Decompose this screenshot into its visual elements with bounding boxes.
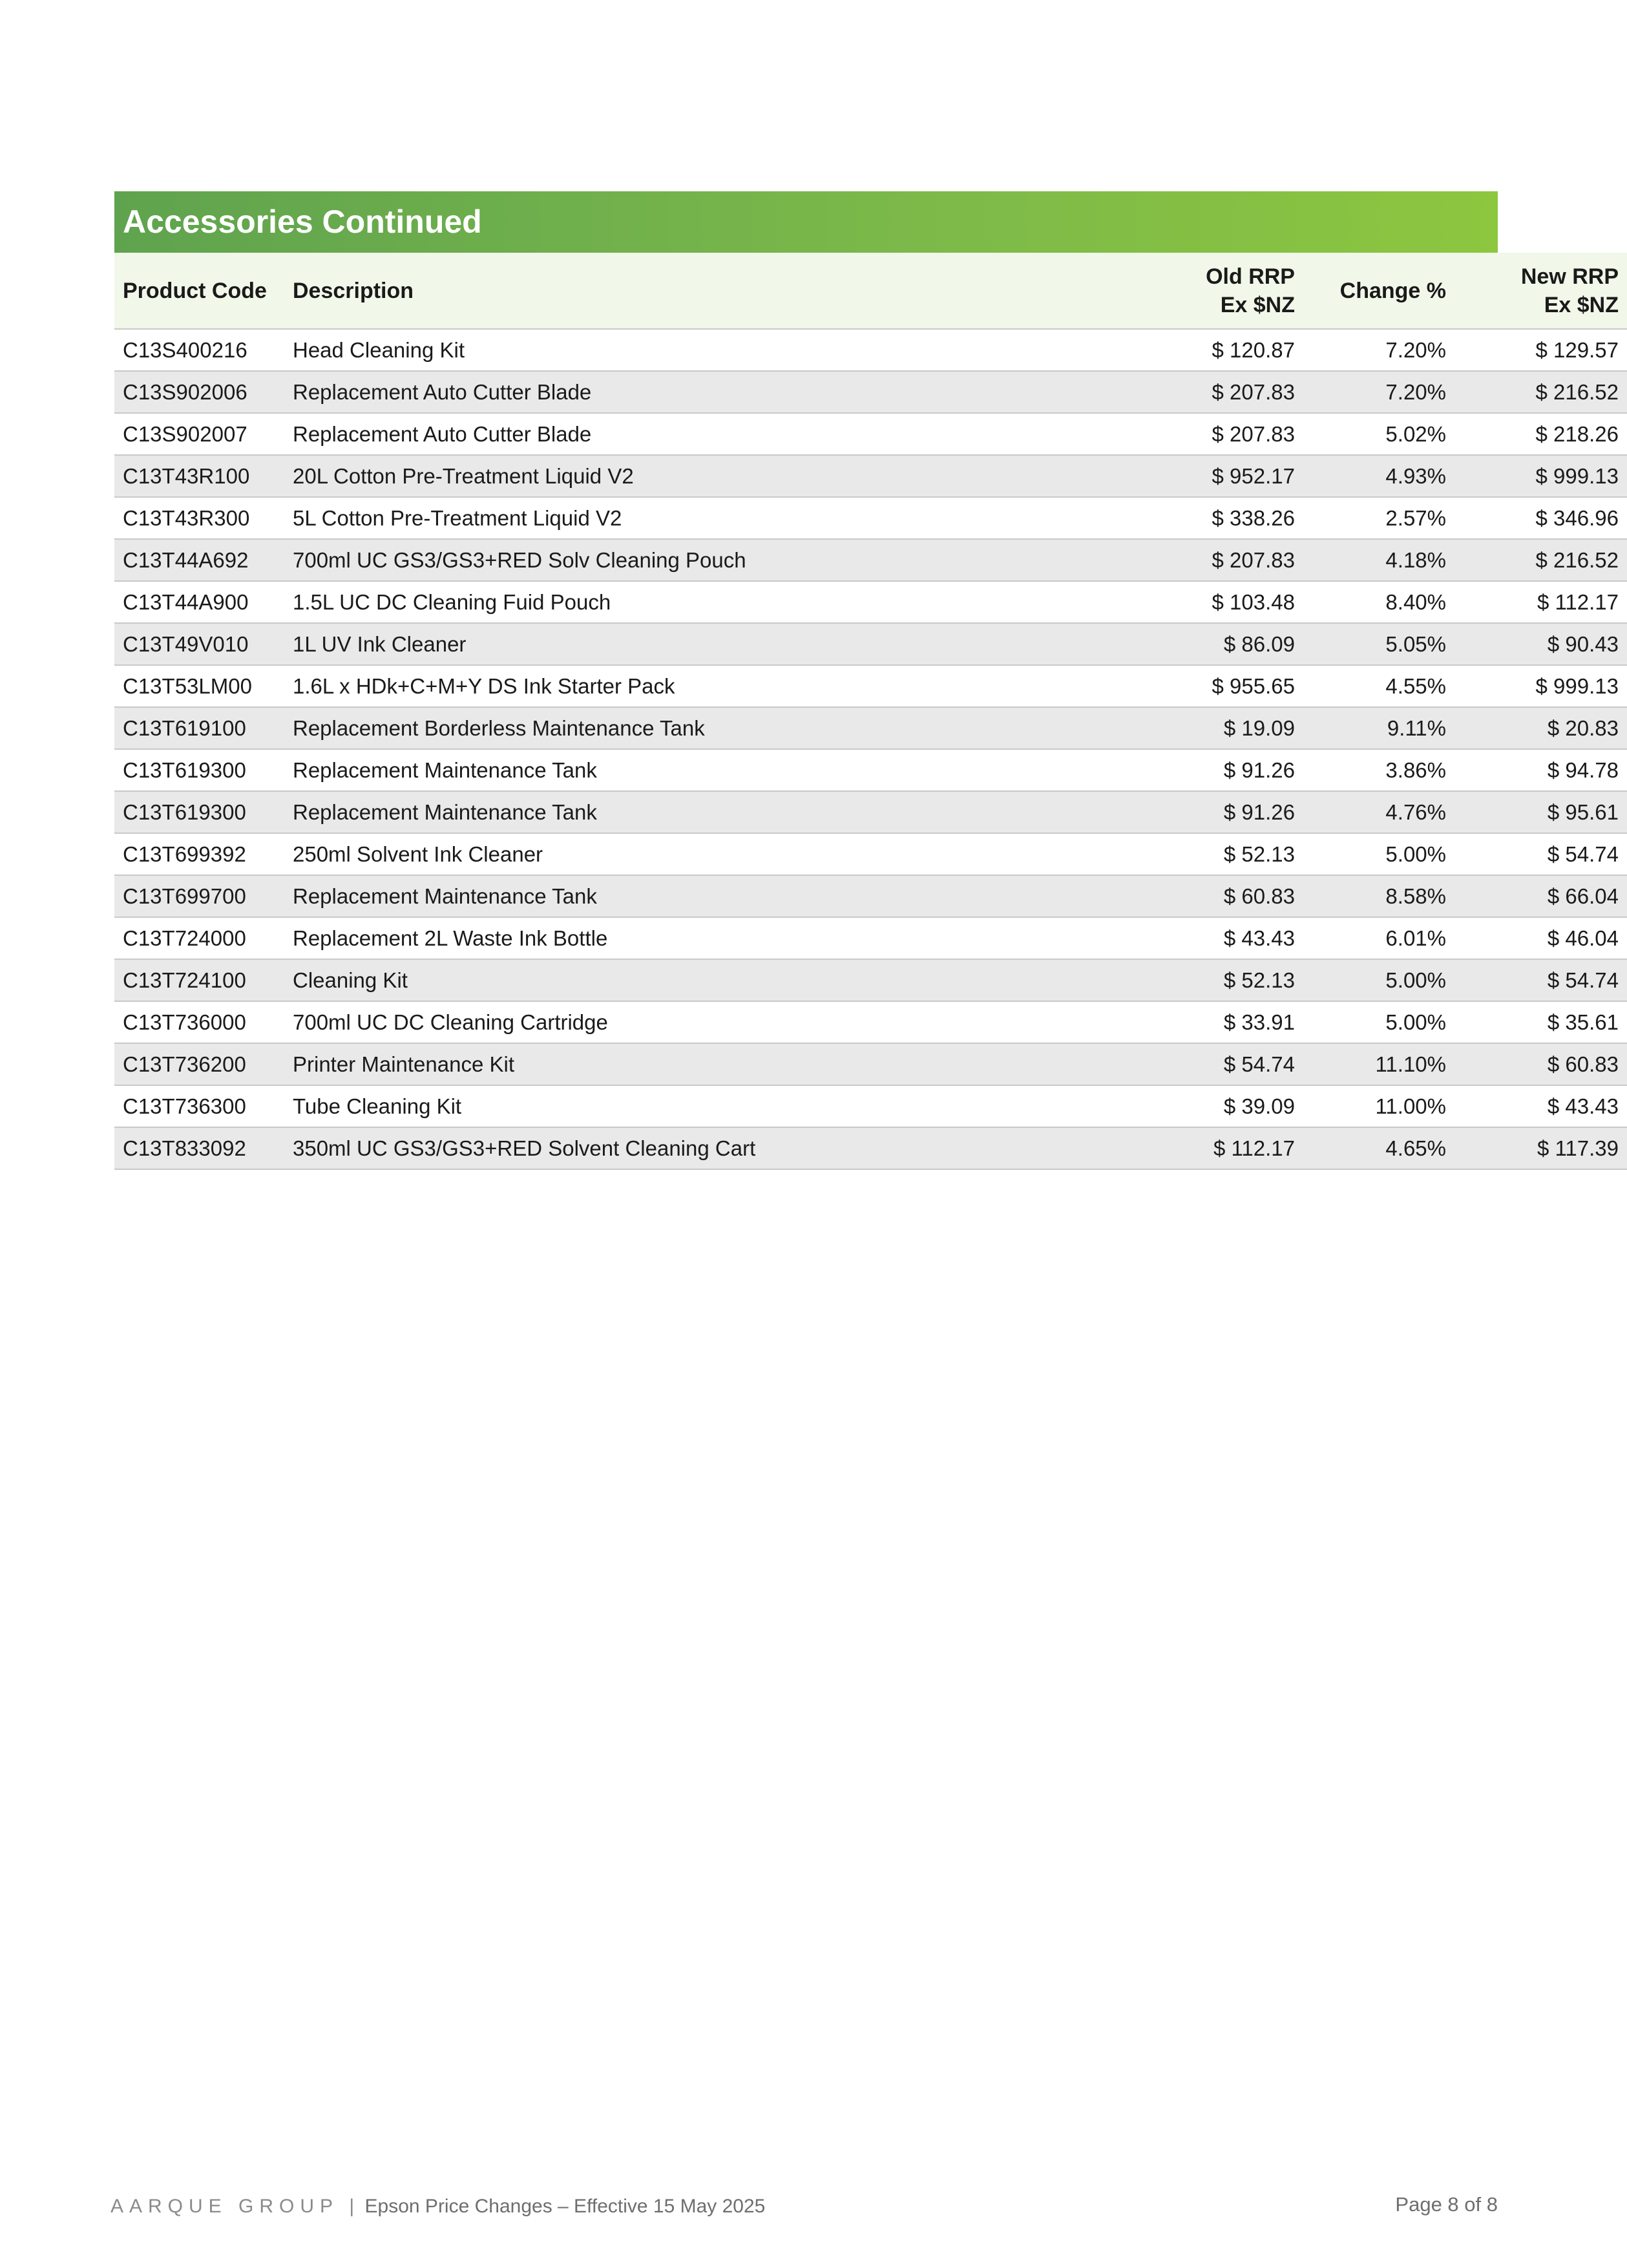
cell-old-rrp: $ 43.43 bbox=[1013, 917, 1303, 959]
cell-description: Head Cleaning Kit bbox=[284, 329, 1013, 371]
cell-new-rrp: $ 60.83 bbox=[1454, 1043, 1627, 1085]
cell-product-code: C13T53LM00 bbox=[114, 665, 284, 707]
cell-new-rrp: $ 346.96 bbox=[1454, 497, 1627, 539]
header-old-rrp-line2: Ex $NZ bbox=[1220, 292, 1295, 317]
cell-product-code: C13T736200 bbox=[114, 1043, 284, 1085]
cell-product-code: C13T43R100 bbox=[114, 455, 284, 497]
cell-change: 5.00% bbox=[1303, 959, 1454, 1001]
cell-old-rrp: $ 952.17 bbox=[1013, 455, 1303, 497]
table-row bbox=[114, 665, 1627, 707]
cell-product-code: C13T619300 bbox=[114, 749, 284, 791]
cell-change: 4.55% bbox=[1303, 665, 1454, 707]
header-change: Change % bbox=[1303, 253, 1454, 329]
cell-old-rrp: $ 52.13 bbox=[1013, 833, 1303, 875]
table-row bbox=[114, 497, 1627, 539]
table-row bbox=[114, 371, 1627, 413]
cell-description: 250ml Solvent Ink Cleaner bbox=[284, 833, 1013, 875]
cell-change: 4.65% bbox=[1303, 1127, 1454, 1169]
cell-product-code: C13T724100 bbox=[114, 959, 284, 1001]
cell-old-rrp: $ 103.48 bbox=[1013, 581, 1303, 623]
header-old-rrp-line1: Old RRP bbox=[1206, 264, 1295, 289]
table-row bbox=[114, 539, 1627, 581]
cell-new-rrp: $ 999.13 bbox=[1454, 455, 1627, 497]
header-new-rrp bbox=[1454, 253, 1627, 329]
cell-description: 700ml UC GS3/GS3+RED Solv Cleaning Pouch bbox=[284, 539, 1013, 581]
table-header-row bbox=[114, 253, 1627, 329]
cell-description: Replacement Maintenance Tank bbox=[284, 749, 1013, 791]
footer-document-title: Epson Price Changes – Effective 15 May 2025 bbox=[364, 2196, 766, 2217]
cell-new-rrp: $ 129.57 bbox=[1454, 329, 1627, 371]
cell-description: 350ml UC GS3/GS3+RED Solvent Cleaning Cart bbox=[284, 1127, 1013, 1169]
cell-new-rrp: $ 216.52 bbox=[1454, 371, 1627, 413]
cell-description: 700ml UC DC Cleaning Cartridge bbox=[284, 1001, 1013, 1043]
cell-product-code: C13T736000 bbox=[114, 1001, 284, 1043]
cell-new-rrp: $ 35.61 bbox=[1454, 1001, 1627, 1043]
cell-change: 5.00% bbox=[1303, 833, 1454, 875]
cell-description: Replacement Auto Cutter Blade bbox=[284, 371, 1013, 413]
cell-new-rrp: $ 90.43 bbox=[1454, 623, 1627, 665]
cell-old-rrp: $ 338.26 bbox=[1013, 497, 1303, 539]
cell-product-code: C13T43R300 bbox=[114, 497, 284, 539]
cell-description: 1.5L UC DC Cleaning Fuid Pouch bbox=[284, 581, 1013, 623]
cell-change: 8.40% bbox=[1303, 581, 1454, 623]
cell-old-rrp: $ 955.65 bbox=[1013, 665, 1303, 707]
cell-product-code: C13T49V010 bbox=[114, 623, 284, 665]
cell-new-rrp: $ 999.13 bbox=[1454, 665, 1627, 707]
cell-description: 1.6L x HDk+C+M+Y DS Ink Starter Pack bbox=[284, 665, 1013, 707]
table-row bbox=[114, 1127, 1627, 1169]
cell-product-code: C13S902007 bbox=[114, 413, 284, 455]
cell-new-rrp: $ 216.52 bbox=[1454, 539, 1627, 581]
cell-old-rrp: $ 207.83 bbox=[1013, 413, 1303, 455]
cell-change: 4.76% bbox=[1303, 791, 1454, 833]
cell-change: 5.00% bbox=[1303, 1001, 1454, 1043]
price-table bbox=[114, 253, 1627, 1170]
section-title: Accessories Continued bbox=[114, 191, 1498, 253]
cell-new-rrp: $ 46.04 bbox=[1454, 917, 1627, 959]
table-row bbox=[114, 917, 1627, 959]
cell-new-rrp: $ 66.04 bbox=[1454, 875, 1627, 917]
table-row bbox=[114, 623, 1627, 665]
table-row bbox=[114, 707, 1627, 749]
table-row bbox=[114, 875, 1627, 917]
cell-change: 8.58% bbox=[1303, 875, 1454, 917]
cell-product-code: C13T724000 bbox=[114, 917, 284, 959]
table-row bbox=[114, 1043, 1627, 1085]
table-row bbox=[114, 791, 1627, 833]
cell-description: 5L Cotton Pre-Treatment Liquid V2 bbox=[284, 497, 1013, 539]
header-old-rrp bbox=[1013, 253, 1303, 329]
cell-product-code: C13T619300 bbox=[114, 791, 284, 833]
table-row bbox=[114, 749, 1627, 791]
cell-old-rrp: $ 112.17 bbox=[1013, 1127, 1303, 1169]
cell-product-code: C13T619100 bbox=[114, 707, 284, 749]
cell-new-rrp: $ 20.83 bbox=[1454, 707, 1627, 749]
cell-description: Replacement Maintenance Tank bbox=[284, 791, 1013, 833]
header-new-rrp-line1: New RRP bbox=[1520, 264, 1619, 289]
cell-new-rrp: $ 218.26 bbox=[1454, 413, 1627, 455]
table-row bbox=[114, 833, 1627, 875]
cell-description: Replacement 2L Waste Ink Bottle bbox=[284, 917, 1013, 959]
cell-new-rrp: $ 54.74 bbox=[1454, 833, 1627, 875]
table-row bbox=[114, 959, 1627, 1001]
cell-change: 11.00% bbox=[1303, 1085, 1454, 1127]
cell-description: Replacement Maintenance Tank bbox=[284, 875, 1013, 917]
cell-old-rrp: $ 91.26 bbox=[1013, 749, 1303, 791]
cell-old-rrp: $ 86.09 bbox=[1013, 623, 1303, 665]
cell-description: Replacement Borderless Maintenance Tank bbox=[284, 707, 1013, 749]
cell-old-rrp: $ 120.87 bbox=[1013, 329, 1303, 371]
cell-old-rrp: $ 39.09 bbox=[1013, 1085, 1303, 1127]
cell-change: 5.02% bbox=[1303, 413, 1454, 455]
cell-description: Tube Cleaning Kit bbox=[284, 1085, 1013, 1127]
cell-product-code: C13S400216 bbox=[114, 329, 284, 371]
footer-brand: AARQUE GROUP bbox=[110, 2196, 339, 2217]
cell-product-code: C13T736300 bbox=[114, 1085, 284, 1127]
cell-old-rrp: $ 91.26 bbox=[1013, 791, 1303, 833]
table-row bbox=[114, 413, 1627, 455]
cell-product-code: C13S902006 bbox=[114, 371, 284, 413]
table-row bbox=[114, 329, 1627, 371]
table-row bbox=[114, 1001, 1627, 1043]
cell-new-rrp: $ 54.74 bbox=[1454, 959, 1627, 1001]
cell-description: 20L Cotton Pre-Treatment Liquid V2 bbox=[284, 455, 1013, 497]
cell-change: 5.05% bbox=[1303, 623, 1454, 665]
cell-product-code: C13T44A900 bbox=[114, 581, 284, 623]
footer-document-info bbox=[110, 2196, 765, 2218]
cell-change: 9.11% bbox=[1303, 707, 1454, 749]
cell-change: 11.10% bbox=[1303, 1043, 1454, 1085]
cell-old-rrp: $ 207.83 bbox=[1013, 371, 1303, 413]
cell-description: Cleaning Kit bbox=[284, 959, 1013, 1001]
cell-old-rrp: $ 54.74 bbox=[1013, 1043, 1303, 1085]
header-new-rrp-line2: Ex $NZ bbox=[1544, 292, 1619, 317]
cell-description: Printer Maintenance Kit bbox=[284, 1043, 1013, 1085]
cell-change: 6.01% bbox=[1303, 917, 1454, 959]
cell-new-rrp: $ 43.43 bbox=[1454, 1085, 1627, 1127]
cell-change: 7.20% bbox=[1303, 329, 1454, 371]
cell-product-code: C13T44A692 bbox=[114, 539, 284, 581]
cell-old-rrp: $ 52.13 bbox=[1013, 959, 1303, 1001]
header-product-code: Product Code bbox=[114, 253, 284, 329]
footer-separator: | bbox=[349, 2196, 355, 2217]
cell-change: 3.86% bbox=[1303, 749, 1454, 791]
header-description: Description bbox=[284, 253, 1013, 329]
table-row bbox=[114, 455, 1627, 497]
cell-product-code: C13T699700 bbox=[114, 875, 284, 917]
table-row bbox=[114, 1085, 1627, 1127]
cell-product-code: C13T833092 bbox=[114, 1127, 284, 1169]
footer-page-number: Page 8 of 8 bbox=[1395, 2193, 1498, 2216]
table-row bbox=[114, 581, 1627, 623]
cell-product-code: C13T699392 bbox=[114, 833, 284, 875]
cell-old-rrp: $ 33.91 bbox=[1013, 1001, 1303, 1043]
cell-old-rrp: $ 207.83 bbox=[1013, 539, 1303, 581]
cell-change: 2.57% bbox=[1303, 497, 1454, 539]
cell-new-rrp: $ 112.17 bbox=[1454, 581, 1627, 623]
cell-new-rrp: $ 117.39 bbox=[1454, 1127, 1627, 1169]
cell-old-rrp: $ 19.09 bbox=[1013, 707, 1303, 749]
cell-description: 1L UV Ink Cleaner bbox=[284, 623, 1013, 665]
cell-change: 4.93% bbox=[1303, 455, 1454, 497]
cell-change: 4.18% bbox=[1303, 539, 1454, 581]
price-table-section bbox=[114, 191, 1619, 1170]
cell-old-rrp: $ 60.83 bbox=[1013, 875, 1303, 917]
cell-description: Replacement Auto Cutter Blade bbox=[284, 413, 1013, 455]
cell-new-rrp: $ 94.78 bbox=[1454, 749, 1627, 791]
cell-new-rrp: $ 95.61 bbox=[1454, 791, 1627, 833]
cell-change: 7.20% bbox=[1303, 371, 1454, 413]
